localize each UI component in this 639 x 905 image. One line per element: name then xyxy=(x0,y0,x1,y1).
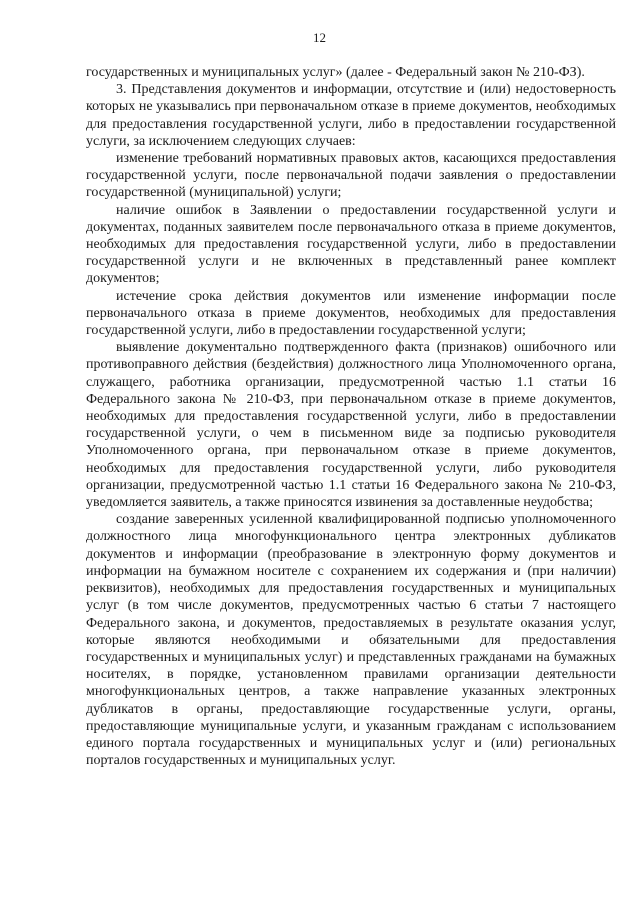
paragraph-item-3: 3. Представления документов и информации, отсутствие и (или) недостоверность которых не указывались при первоначальном отказе в приеме документов, необходимых для предоставления государственной услуги, либо в предоставлении государственной услуги, за исключением следующих случаев: xyxy=(86,82,616,149)
paragraph-case-erroneous-action: выявление документально подтвержденного факта (признаков) ошибочного или противоправного действия (бездействия) должностного лица Уполномоченного органа, служащего, работника организации, предусмотренной частью 1.1 статьи 16 Федерального закона № 210-ФЗ, при первоначальном отказе в приеме документов, необходимых для предоставления государственной услуги, либо в предоставлении государственной услуги, о чем в письменном виде за подписью руководителя Уполномоченного органа, при первоначальном отказе в приеме документов, необходимых для предоставления государственной услуги, либо руководителя организации, предусмотренной частью 1.1 статьи 16 Федерального закона № 210-ФЗ, уведомляется заявитель, а также приносятся извинения за доставленные неудобства; xyxy=(86,340,616,511)
paragraph-case-expiration: истечение срока действия документов или изменение информации после первоначального отказа в приеме документов, необходимых для предоставления государственной услуги, либо в предоставлении государственной услуги; xyxy=(86,288,616,339)
document-body xyxy=(86,64,616,769)
paragraph-case-errors: наличие ошибок в Заявлении о предоставлении государственной услуги и документах, поданных заявителем после первоначального отказа в приеме документов, необходимых для предоставления государственной услуги, либо в предоставлении государственной услуги и не включенных в представленный ранее комплект документов; xyxy=(86,202,616,287)
paragraph-case-electronic-duplicates: создание заверенных усиленной квалифицированной подписью уполномоченного должностного лица многофункционального центра электронных дубликатов документов и информации (преобразование в электронную форму документов и информации на бумажном носителе с сохранением их содержания и (при наличии) реквизитов), необходимых для предоставления государственных и муниципальных услуг (в том числе документов, предусмотренных частью 6 статьи 7 настоящего Федерального закона, и документов, предоставляемых в результате оказания услуг, которые являются необходимыми и обязательными для предоставления государственных и муниципальных услуг) и представленных гражданами на бумажных носителях, в порядке, установленном правилами организации деятельности многофункциональных центров, а также направление указанных электронных дубликатов в органы, предоставляющие государственные услуги, органы, предоставляющие муниципальные услуги, и указанным гражданам с использованием единого портала государственных и муниципальных услуг и (или) региональных порталов государственных и муниципальных услуг. xyxy=(86,512,616,769)
page-number: 12 xyxy=(313,30,326,45)
paragraph-law-reference: государственных и муниципальных услуг» (далее - Федеральный закон № 210-ФЗ). xyxy=(86,65,585,80)
paragraph-case-requirements-change: изменение требований нормативных правовых актов, касающихся предоставления государственной услуги, после первоначальной подачи заявления о предоставлении государственной (муниципальной) услуги; xyxy=(86,151,616,201)
